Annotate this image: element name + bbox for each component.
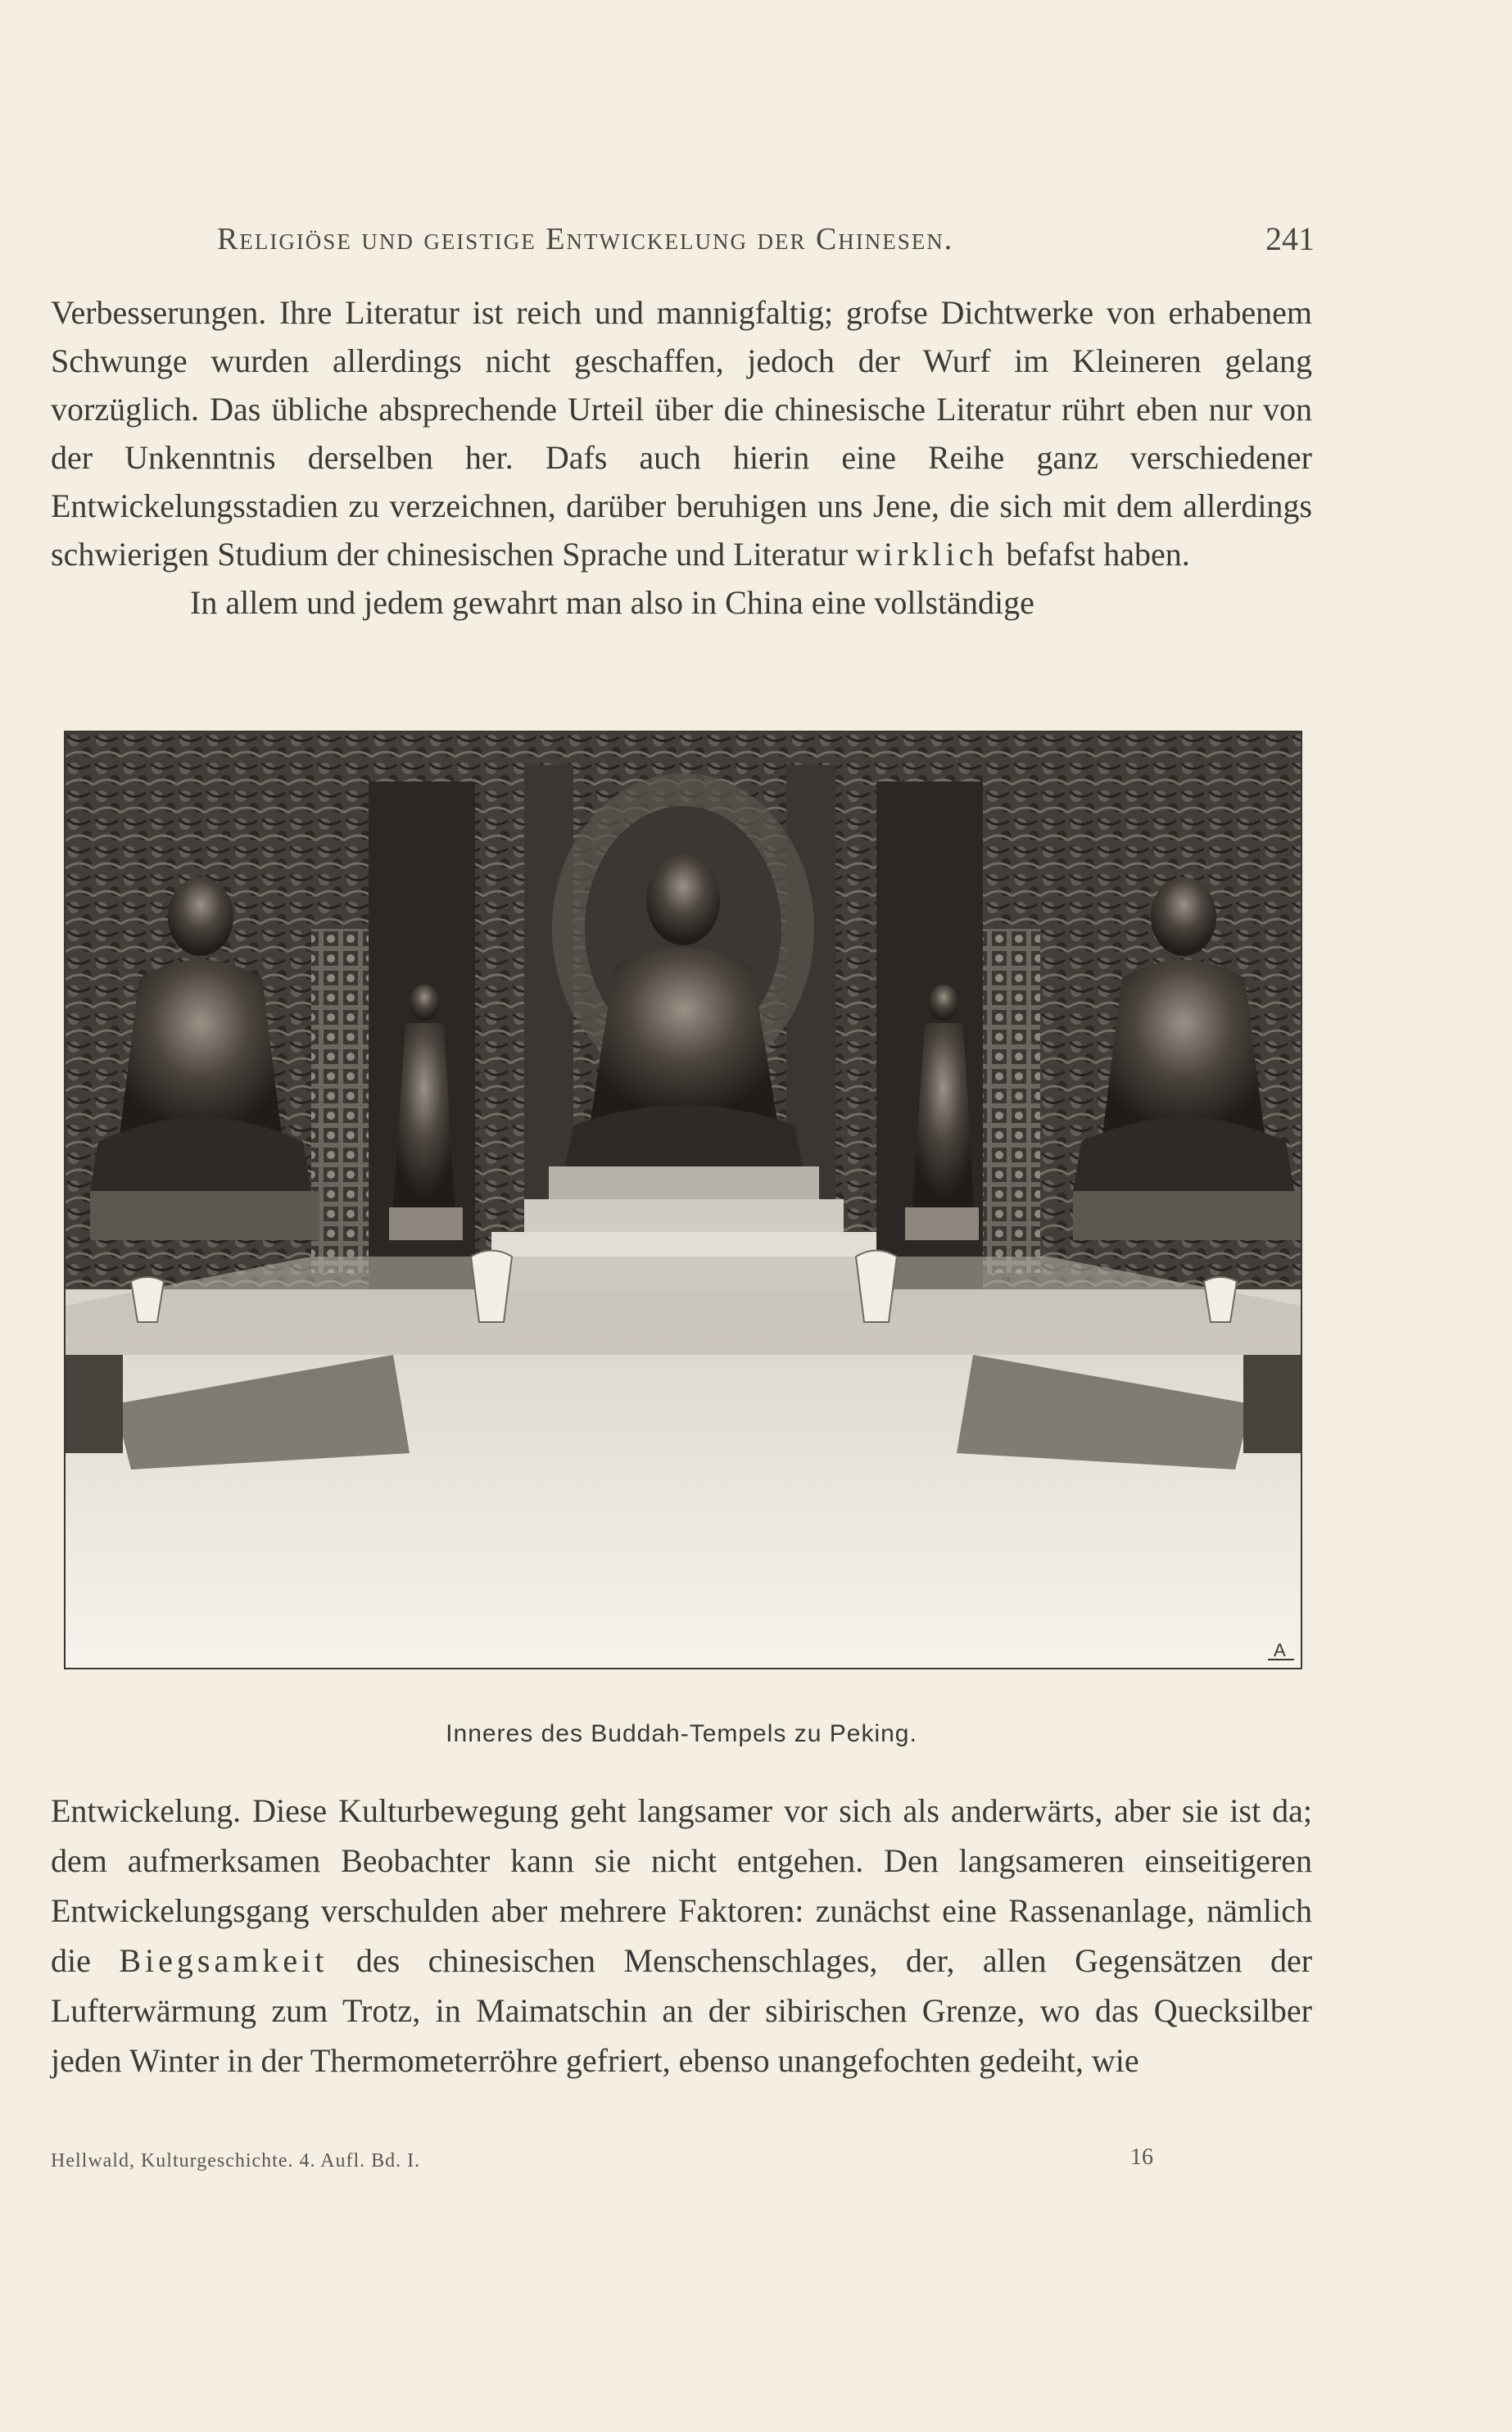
paragraph-bottom <box>51 1786 1312 2086</box>
paragraph-top-text: Verbesserungen. Ihre Literatur ist reich und mannigfaltig; grofse Dichtwerke von erhabenem Schwunge wurden allerdings nicht geschaffen, jedoch der Wurf im Kleineren gelang vorzüglich. Das übliche absprechende Urteil über die chinesische Literatur rührt eben nur von der Unkenntnis derselben her. Dafs auch hierin eine Reihe ganz verschiedener Entwickelungsstadien zu verzeichnen, darüber beruhigen uns Jene, die sich mit dem allerdings schwierigen Studium der chinesischen Sprache und Literatur <box>51 294 1312 573</box>
figure-caption: Inneres des Buddah-Tempels zu Peking. <box>446 1720 917 1747</box>
paragraph-bottom-ending: des chinesischen Menschenschlages, der, allen Gegensätzen der Lufterwärmung zum Trotz, in Maimatschin an der sibirischen Grenze, wo das Quecksilber jeden Winter in der Thermometerröhre gefriert, ebenso unangefochten gedeiht, wie <box>51 1942 1313 2079</box>
running-head-title: Religiöse und geistige Entwickelung der Chinesen. <box>217 222 954 256</box>
footer-source: Hellwald, Kulturgeschichte. 4. Aufl. Bd. I. <box>51 2150 421 2172</box>
paragraph-top-continuation: In allem und jedem gewahrt man also in China eine vollständige <box>190 584 1034 621</box>
emphasis-biegsamkeit: Biegsamkeit <box>119 1942 328 1979</box>
emphasis-wirklich: wirklich <box>856 536 998 573</box>
svg-text:A: A <box>1274 1640 1286 1660</box>
signature-mark: 16 <box>1130 2144 1153 2170</box>
paragraph-top <box>51 288 1312 627</box>
temple-illustration <box>66 732 1301 1668</box>
temple-photograph <box>64 731 1302 1669</box>
page-number: 241 <box>1265 220 1315 257</box>
paragraph-bottom-text: Entwickelung. Diese Kulturbewegung geht langsamer vor sich als anderwärts, aber sie ist da; dem aufmerksamen Beobachter kann sie nicht entgehen. Den langsameren einseitigeren Entwickelungsgang verschulden aber mehrere Faktoren: zunächst eine Rassenanlage, nämlich die <box>51 1792 1312 1979</box>
paragraph-top-ending: befafst haben. <box>1006 536 1190 573</box>
